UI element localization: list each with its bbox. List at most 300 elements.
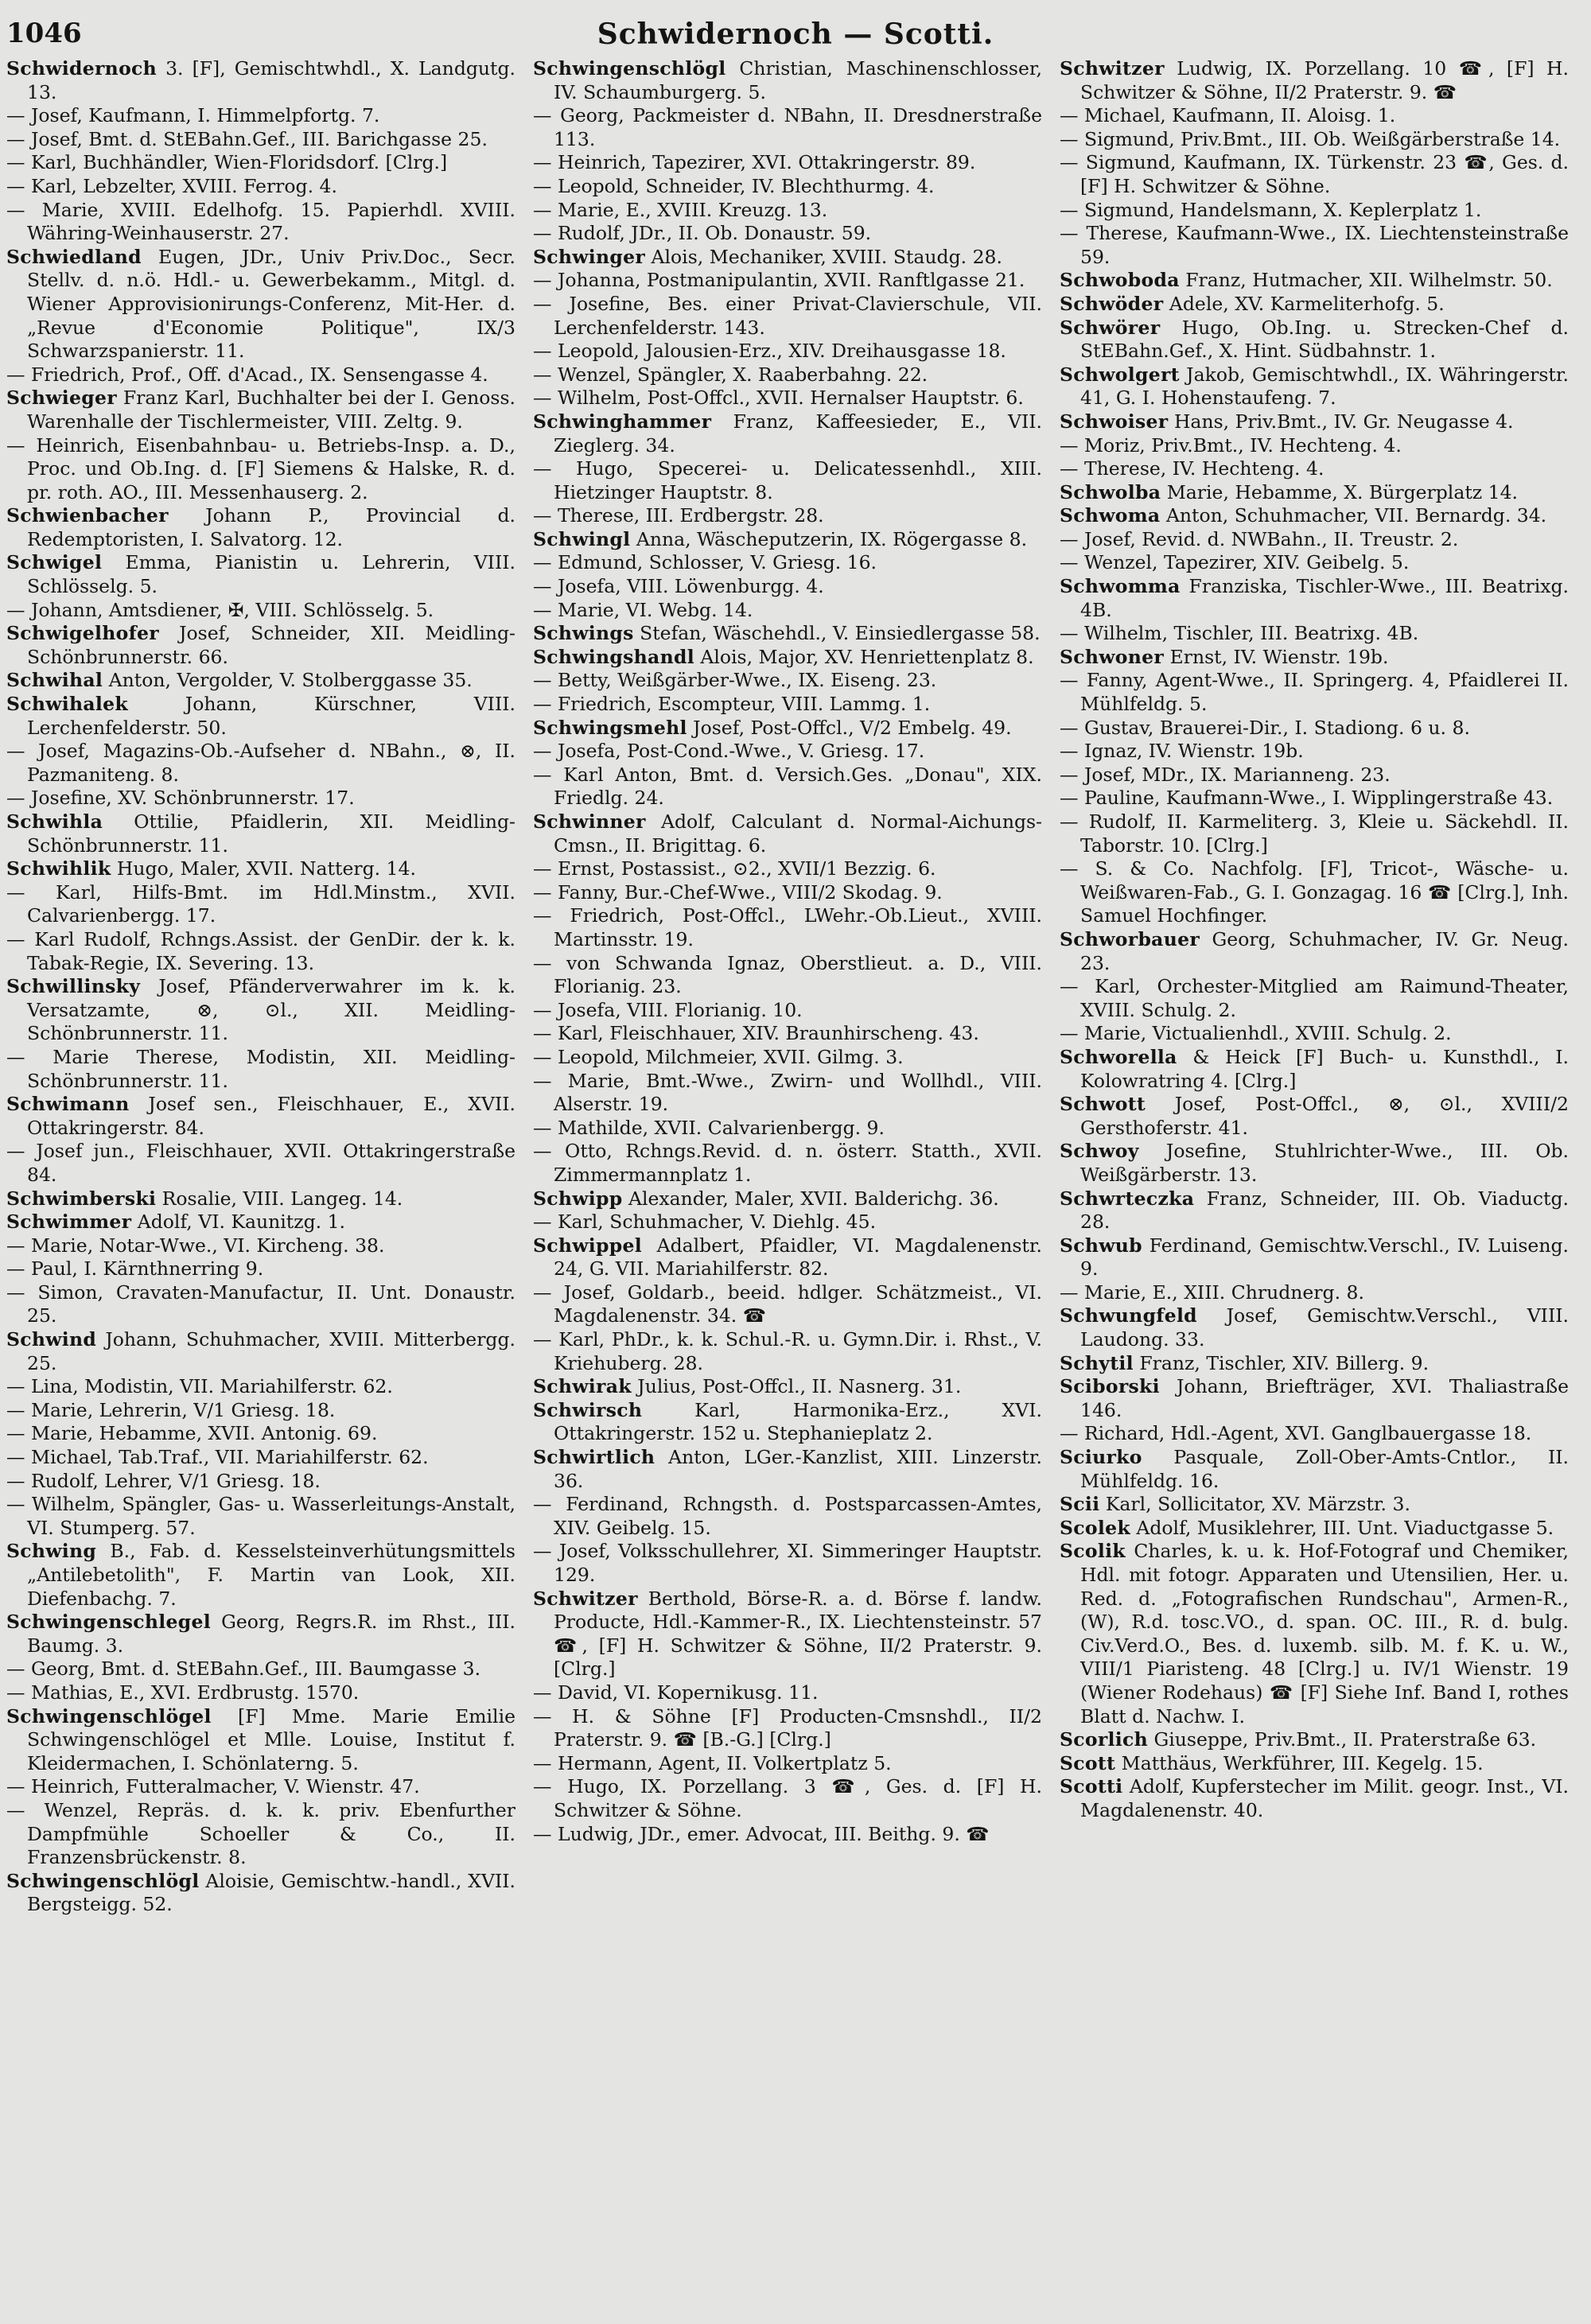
entry-text: — Therese, III. Erdbergstr. 28. bbox=[533, 504, 824, 527]
entry-text: Matthäus, Werkführer, III. Kegelg. 15. bbox=[1115, 1751, 1484, 1774]
directory-entry bbox=[1060, 975, 1569, 1022]
directory-entry bbox=[1060, 810, 1569, 857]
directory-entry bbox=[6, 1658, 515, 1681]
entry-text: Josef, Post-Offcl., ⊗, ⊙l., XVIII/2 Gersthoferstr. 41. bbox=[1080, 1093, 1569, 1139]
entry-text: Franz, Schneider, III. Ob. Viaductg. 28. bbox=[1080, 1187, 1569, 1234]
entry-surname: Schwiedland bbox=[6, 245, 142, 268]
directory-entry bbox=[533, 1070, 1042, 1117]
entry-text: — Wilhelm, Tischler, III. Beatrixg. 4B. bbox=[1060, 622, 1419, 645]
entry-text: — Sigmund, Handelsmann, X. Keplerplatz 1. bbox=[1060, 198, 1482, 221]
entry-text: Johann, Briefträger, XVI. Thaliastraße 146. bbox=[1080, 1375, 1569, 1421]
directory-entry bbox=[1060, 410, 1569, 434]
entry-text: — H. & Söhne [F] Producten-Cmsnshdl., II/2 Praterstr. 9. ☎ [B.-G.] [Clrg.] bbox=[533, 1704, 1042, 1751]
directory-entry bbox=[1060, 622, 1569, 646]
entry-surname: Scolek bbox=[1060, 1516, 1130, 1539]
entry-text: — Marie, Hebamme, XVII. Antonig. 69. bbox=[6, 1422, 378, 1445]
directory-entry bbox=[1060, 1022, 1569, 1046]
entry-text: — Josefa, VIII. Florianig. 10. bbox=[533, 998, 803, 1021]
directory-entry bbox=[1060, 740, 1569, 764]
directory-entry bbox=[6, 1540, 515, 1611]
directory-entry bbox=[1060, 1728, 1569, 1752]
directory-entry bbox=[533, 999, 1042, 1023]
entry-text: — Johann, Amtsdiener, ✠, VIII. Schlösselg. 5. bbox=[6, 598, 434, 621]
directory-entry bbox=[533, 293, 1042, 340]
entry-text: Ferdinand, Gemischtw.Verschl., IV. Luiseng. 9. bbox=[1080, 1234, 1569, 1281]
entry-text: — Heinrich, Eisenbahnbau- u. Betriebs-Insp. a. D., Proc. und Ob.Ing. d. [F] Siemens & Halske, R. d. pr. roth. AO., III. Messenhauserg. 2. bbox=[6, 433, 515, 503]
directory-entry bbox=[1060, 1540, 1569, 1728]
directory-entry bbox=[533, 1399, 1042, 1446]
directory-entry bbox=[1060, 1281, 1569, 1305]
entry-text: Franz, Kaffeesieder, E., VII. Zieglerg. 34. bbox=[554, 410, 1042, 457]
directory-entry bbox=[6, 1257, 515, 1281]
directory-entry bbox=[6, 551, 515, 598]
entry-text: — Mathilde, XVII. Calvarienbergg. 9. bbox=[533, 1116, 885, 1139]
directory-entry bbox=[533, 1493, 1042, 1540]
directory-entry bbox=[533, 1117, 1042, 1141]
entry-text: — Richard, Hdl.-Agent, XVI. Ganglbauergasse 18. bbox=[1060, 1422, 1532, 1445]
entry-surname: Schwolgert bbox=[1060, 363, 1180, 386]
entry-text: — Lina, Modistin, VII. Mariahilferstr. 62. bbox=[6, 1375, 393, 1398]
entry-text: — Wenzel, Tapezirer, XIV. Geibelg. 5. bbox=[1060, 551, 1410, 574]
directory-entry bbox=[1060, 1422, 1569, 1446]
directory-entry bbox=[1060, 481, 1569, 505]
entry-text: — Ludwig, JDr., emer. Advocat, III. Beithg. 9. ☎ bbox=[533, 1822, 990, 1845]
directory-entry bbox=[1060, 1304, 1569, 1351]
directory-entry bbox=[6, 363, 515, 387]
directory-entry bbox=[1060, 528, 1569, 552]
entry-text: & Heick [F] Buch- u. Kunsthdl., I. Kolowratring 4. [Clrg.] bbox=[1080, 1045, 1569, 1092]
directory-entry bbox=[1060, 717, 1569, 740]
page-header bbox=[0, 17, 1591, 59]
directory-entry bbox=[533, 1281, 1042, 1328]
directory-entry bbox=[6, 881, 515, 928]
entry-text: — Wilhelm, Post-Offcl., XVII. Hernalser Hauptstr. 6. bbox=[533, 387, 1024, 410]
entry-text: — Leopold, Milchmeier, XVII. Gilmg. 3. bbox=[533, 1045, 904, 1068]
entry-text: Karl, Harmonika-Erz., XVI. Ottakringerstr. 152 u. Stephanieplatz 2. bbox=[554, 1398, 1042, 1445]
directory-entry bbox=[6, 1375, 515, 1399]
entry-text: — Karl, PhDr., k. k. Schul.-R. u. Gymn.Dir. i. Rhst., V. Kriehuberg. 28. bbox=[533, 1328, 1042, 1374]
directory-entry bbox=[6, 1234, 515, 1258]
directory-entry bbox=[1060, 1775, 1569, 1822]
entry-surname: Schwub bbox=[1060, 1234, 1142, 1257]
entry-text: Marie, Hebamme, X. Bürgerplatz 14. bbox=[1161, 480, 1519, 503]
entry-text: — Josef, Magazins-Ob.-Aufseher d. NBahn., ⊗, II. Pazmaniteng. 8. bbox=[6, 740, 515, 786]
entry-text: — Michael, Kaufmann, II. Aloisg. 1. bbox=[1060, 104, 1396, 127]
entry-text: — Ferdinand, Rchngsth. d. Postsparcassen-Amtes, XIV. Geibelg. 15. bbox=[533, 1493, 1042, 1539]
entry-text: — Karl Rudolf, Rchngs.Assist. der GenDir. der k. k. Tabak-Regie, IX. Severing. 13. bbox=[6, 927, 515, 974]
entry-text: — Paul, I. Kärnthnerring 9. bbox=[6, 1257, 264, 1281]
directory-entry bbox=[6, 787, 515, 810]
directory-entry bbox=[533, 1588, 1042, 1681]
entry-text: — Ernst, Postassist., ⊙2., XVII/1 Bezzig. 6. bbox=[533, 857, 936, 880]
page-number: 1046 bbox=[6, 17, 82, 49]
entry-text: — Sigmund, Kaufmann, IX. Türkenstr. 23 ☎, Ges. d. [F] H. Schwitzer & Söhne. bbox=[1060, 151, 1569, 197]
entry-text: — Karl, Schuhmacher, V. Diehlg. 45. bbox=[533, 1211, 877, 1234]
entry-text: — Marie Therese, Modistin, XII. Meidling-Schönbrunnerstr. 11. bbox=[6, 1045, 515, 1092]
entry-text: Josef, Schneider, XII. Meidling-Schönbrunnerstr. 66. bbox=[27, 622, 515, 668]
directory-entry bbox=[6, 975, 515, 1046]
directory-entry bbox=[533, 717, 1042, 740]
entry-text: — Josefine, Bes. einer Privat-Clavierschule, VII. Lerchenfelderstr. 143. bbox=[533, 292, 1042, 339]
directory-entry bbox=[533, 1187, 1042, 1211]
column-1 bbox=[6, 57, 515, 1917]
entry-surname: Schwihal bbox=[6, 669, 103, 692]
entry-text: Adele, XV. Karmeliterhofg. 5. bbox=[1163, 292, 1445, 315]
entry-text: — Therese, IV. Hechteng. 4. bbox=[1060, 457, 1325, 480]
entry-surname: Scorlich bbox=[1060, 1728, 1148, 1751]
entry-text: Giuseppe, Priv.Bmt., II. Praterstraße 63. bbox=[1147, 1728, 1537, 1751]
entry-text: Christian, Maschinenschlosser, IV. Schaumburgerg. 5. bbox=[554, 57, 1042, 103]
entry-text: — Moriz, Priv.Bmt., IV. Hechteng. 4. bbox=[1060, 433, 1402, 457]
entry-surname: Schwitzer bbox=[533, 1587, 638, 1610]
directory-entry bbox=[6, 104, 515, 128]
entry-text: — Pauline, Kaufmann-Wwe., I. Wipplingerstraße 43. bbox=[1060, 787, 1554, 810]
directory-entry bbox=[533, 1705, 1042, 1752]
entry-text: Adalbert, Pfaidler, VI. Magdalenenstr. 24, G. VII. Mariahilferstr. 82. bbox=[554, 1234, 1042, 1281]
entry-surname: Schwoiser bbox=[1060, 410, 1169, 433]
entry-text: — Friedrich, Prof., Off. d'Acad., IX. Sensengasse 4. bbox=[6, 363, 488, 386]
directory-entry bbox=[533, 528, 1042, 552]
directory-entry bbox=[533, 669, 1042, 693]
entry-surname: Schwingl bbox=[533, 527, 631, 550]
entry-surname: Schwing bbox=[6, 1540, 97, 1563]
entry-text: Johann P., Provincial d. Redemptoristen, I. Salvatorg. 12. bbox=[27, 504, 515, 550]
entry-text: Josef, Post-Offcl., V/2 Embelg. 49. bbox=[687, 716, 1012, 739]
entry-text: Hugo, Ob.Ing. u. Strecken-Chef d. StEBahn.Gef., X. Hint. Südbahnstr. 1. bbox=[1080, 316, 1569, 363]
column-2 bbox=[533, 57, 1042, 1917]
entry-text: — Josefa, Post-Cond.-Wwe., V. Griesg. 17. bbox=[533, 740, 925, 763]
entry-text: Franz, Hutmacher, XII. Wilhelmstr. 50. bbox=[1179, 269, 1553, 292]
directory-entry bbox=[533, 199, 1042, 223]
entry-surname: Schwihlik bbox=[6, 857, 111, 880]
directory-entry bbox=[533, 1022, 1042, 1046]
entry-text: — Karl, Orchester-Mitglied am Raimund-Theater, XVIII. Schulg. 2. bbox=[1060, 975, 1569, 1021]
entry-text: Aloisie, Gemischtw.-handl., XVII. Bergsteigg. 52. bbox=[27, 1869, 515, 1916]
entry-text: — Josefine, XV. Schönbrunnerstr. 17. bbox=[6, 787, 355, 810]
entry-text: — Georg, Bmt. d. StEBahn.Gef., III. Baumgasse 3. bbox=[6, 1658, 481, 1681]
directory-entry bbox=[1060, 293, 1569, 317]
entry-text: — Karl Anton, Bmt. d. Versich.Ges. „Donau", XIX. Friedlg. 24. bbox=[533, 763, 1042, 810]
directory-entry bbox=[533, 457, 1042, 504]
entry-surname: Schwienbacher bbox=[6, 504, 169, 527]
entry-surname: Scotti bbox=[1060, 1775, 1123, 1798]
entry-text: — Marie, Bmt.-Wwe., Zwirn- und Wollhdl., VIII. Alserstr. 19. bbox=[533, 1069, 1042, 1116]
entry-text: — Wenzel, Repräs. d. k. k. priv. Ebenfurther Dampfmühle Schoeller & Co., II. Franzensbrückenstr. 8. bbox=[6, 1798, 515, 1869]
directory-entry bbox=[1060, 646, 1569, 670]
directory-entry bbox=[533, 1540, 1042, 1587]
entry-surname: Scolik bbox=[1060, 1540, 1126, 1563]
directory-entry bbox=[533, 1046, 1042, 1070]
entry-text: — Mathias, E., XVI. Erdbrustg. 1570. bbox=[6, 1681, 360, 1704]
entry-text: Franz, Tischler, XIV. Billerg. 9. bbox=[1133, 1351, 1430, 1374]
entry-text: — Wilhelm, Spängler, Gas- u. Wasserleitungs-Anstalt, VI. Stumperg. 57. bbox=[6, 1493, 515, 1539]
entry-surname: Schwirak bbox=[533, 1375, 632, 1398]
entry-text: — Heinrich, Tapezirer, XVI. Ottakringerstr. 89. bbox=[533, 151, 976, 174]
entry-surname: Schwinner bbox=[533, 810, 646, 833]
directory-entry bbox=[1060, 1140, 1569, 1187]
entry-surname: Schwolba bbox=[1060, 480, 1161, 503]
directory-entry bbox=[6, 1399, 515, 1423]
directory-entry bbox=[533, 504, 1042, 528]
entry-text: — Gustav, Brauerei-Dir., I. Stadiong. 6 u. 8. bbox=[1060, 716, 1470, 739]
directory-entry bbox=[6, 693, 515, 740]
directory-entry bbox=[533, 410, 1042, 457]
entry-text: Adolf, Kupferstecher im Milit. geogr. Inst., VI. Magdalenenstr. 40. bbox=[1080, 1775, 1569, 1821]
entry-surname: Schworella bbox=[1060, 1045, 1177, 1068]
directory-entry bbox=[533, 222, 1042, 246]
entry-text: Jakob, Gemischtwhdl., IX. Währingerstr. 41, G. I. Hohenstaufeng. 7. bbox=[1080, 363, 1569, 410]
entry-surname: Sciurko bbox=[1060, 1446, 1142, 1469]
directory-entry bbox=[533, 622, 1042, 646]
entry-surname: Schwipp bbox=[533, 1187, 623, 1210]
directory-entry bbox=[1060, 551, 1569, 575]
entry-text: Karl, Sollicitator, XV. Märzstr. 3. bbox=[1099, 1493, 1410, 1516]
directory-entry bbox=[6, 1611, 515, 1658]
directory-entry bbox=[6, 1470, 515, 1494]
entry-text: Hans, Priv.Bmt., IV. Gr. Neugasse 4. bbox=[1168, 410, 1514, 433]
directory-entry bbox=[6, 599, 515, 623]
entry-text: Alois, Mechaniker, XVIII. Staudg. 28. bbox=[645, 245, 1002, 268]
entry-surname: Schwind bbox=[6, 1328, 97, 1351]
entry-surname: Schwinghammer bbox=[533, 410, 712, 433]
directory-entry bbox=[533, 104, 1042, 151]
directory-entry bbox=[1060, 222, 1569, 269]
entry-text: — Marie, E., XVIII. Kreuzg. 13. bbox=[533, 198, 828, 221]
directory-entry bbox=[1060, 575, 1569, 622]
directory-entry bbox=[6, 740, 515, 787]
entry-surname: Schwingenschlögl bbox=[533, 57, 726, 80]
directory-entry bbox=[6, 1799, 515, 1870]
directory-entry bbox=[533, 904, 1042, 951]
entry-text: — Josef, Volksschullehrer, XI. Simmeringer Hauptstr. 129. bbox=[533, 1540, 1042, 1586]
directory-entry bbox=[1060, 57, 1569, 104]
entry-text: Josefine, Stuhlrichter-Wwe., III. Ob. Weißgärberstr. 13. bbox=[1080, 1140, 1569, 1186]
entry-surname: Schwillinsky bbox=[6, 975, 141, 998]
entry-text: — Sigmund, Priv.Bmt., III. Ob. Weißgärberstraße 14. bbox=[1060, 127, 1561, 150]
entry-surname: Schwingenschlegel bbox=[6, 1611, 211, 1634]
entry-text: — Marie, Lehrerin, V/1 Griesg. 18. bbox=[6, 1398, 336, 1421]
directory-entry bbox=[6, 128, 515, 152]
entry-surname: Schwimann bbox=[6, 1093, 130, 1116]
entry-text: Adolf, Musiklehrer, III. Unt. Viaductgasse 5. bbox=[1130, 1516, 1554, 1539]
directory-entry bbox=[533, 1140, 1042, 1187]
entry-text: — Rudolf, JDr., II. Ob. Donaustr. 59. bbox=[533, 222, 872, 245]
entry-text: — Leopold, Jalousien-Erz., XIV. Dreihausgasse 18. bbox=[533, 340, 1006, 363]
directory-entry bbox=[533, 1446, 1042, 1493]
directory-entry bbox=[6, 669, 515, 693]
directory-entry bbox=[6, 622, 515, 669]
directory-entry bbox=[533, 340, 1042, 363]
entry-text: Eugen, JDr., Univ Priv.Doc., Secr. Stellv. d. n.ö. Hdl.- u. Gewerbekamm., Mitgl. d. Wiener Approvisionirungs-Conferenz, Mit-Her. d. „Revue d'Economie Politique", IX/3 Schwarzspanierstr. 11. bbox=[27, 245, 515, 363]
directory-entry bbox=[533, 175, 1042, 199]
entry-text: Franz Karl, Buchhalter bei der I. Genoss. Warenhalle der Tischlermeister, VIII. Zeltg. 9. bbox=[27, 387, 515, 433]
entry-text: — Fanny, Agent-Wwe., II. Springerg. 4, Pfaidlerei II. Mühlfeldg. 5. bbox=[1060, 669, 1569, 716]
entry-text: Berthold, Börse-R. a. d. Börse f. landw. Producte, Hdl.-Kammer-R., IX. Liechtensteinstr. 57 ☎, [F] H. Schwitzer & Söhne, II/2 Praterstr. 9. [Clrg.] bbox=[554, 1587, 1042, 1681]
directory-entry bbox=[1060, 504, 1569, 528]
entry-text: — Karl, Buchhändler, Wien-Floridsdorf. [Clrg.] bbox=[6, 151, 448, 174]
directory-entry bbox=[1060, 363, 1569, 410]
entry-surname: Schwidernoch bbox=[6, 57, 158, 80]
directory-entry bbox=[533, 810, 1042, 857]
entry-text: — Otto, Rchngs.Revid. d. n. österr. Statth., XVII. Zimmermannplatz 1. bbox=[533, 1140, 1042, 1186]
entry-text: Anna, Wäscheputzerin, IX. Rögergasse 8. bbox=[630, 527, 1028, 550]
entry-surname: Schwirsch bbox=[533, 1398, 643, 1421]
directory-entry bbox=[6, 175, 515, 199]
entry-surname: Schwoner bbox=[1060, 645, 1165, 668]
directory-entry bbox=[6, 810, 515, 857]
entry-text: — Josef, Bmt. d. StEBahn.Gef., III. Barichgasse 25. bbox=[6, 127, 488, 150]
entry-surname: Schwingenschlögl bbox=[6, 1869, 200, 1892]
directory-entry bbox=[1060, 457, 1569, 481]
directory-entry bbox=[533, 363, 1042, 387]
entry-surname: Schwungfeld bbox=[1060, 1304, 1197, 1327]
entry-surname: Schwoboda bbox=[1060, 269, 1180, 292]
entry-text: — Josef, MDr., IX. Marianneng. 23. bbox=[1060, 763, 1391, 786]
entry-surname: Schytil bbox=[1060, 1351, 1134, 1374]
page-title: Schwidernoch — Scotti. bbox=[597, 17, 994, 51]
entry-text: Johann, Schuhmacher, XVIII. Mitterbergg. 25. bbox=[27, 1328, 515, 1374]
entry-text: — Karl, Lebzelter, XVIII. Ferrog. 4. bbox=[6, 174, 337, 197]
directory-entry bbox=[1060, 1517, 1569, 1541]
entry-text: Adolf, VI. Kaunitzg. 1. bbox=[131, 1211, 346, 1234]
directory-entry bbox=[6, 57, 515, 104]
directory-entry bbox=[533, 1752, 1042, 1776]
directory-entry bbox=[533, 952, 1042, 999]
directory-entry bbox=[6, 1093, 515, 1140]
directory-entry bbox=[533, 1328, 1042, 1375]
entry-text: Anton, Vergolder, V. Stolberggasse 35. bbox=[103, 669, 473, 692]
entry-text: Georg, Schuhmacher, IV. Gr. Neug. 23. bbox=[1080, 927, 1569, 974]
entry-surname: Sciborski bbox=[1060, 1375, 1160, 1398]
directory-entry bbox=[533, 646, 1042, 670]
entry-surname: Schworbauer bbox=[1060, 927, 1200, 950]
entry-text: — Therese, Kaufmann-Wwe., IX. Liechtensteinstraße 59. bbox=[1060, 222, 1569, 268]
directory-entry bbox=[1060, 1093, 1569, 1140]
directory-entry bbox=[1060, 199, 1569, 223]
directory-entry bbox=[6, 504, 515, 551]
entry-text: Anton, LGer.-Kanzlist, XIII. Linzerstr. 36. bbox=[554, 1446, 1042, 1492]
entry-text: — Marie, E., XIII. Chrudnerg. 8. bbox=[1060, 1281, 1364, 1304]
entry-surname: Schwihalek bbox=[6, 693, 128, 716]
entry-surname: Scii bbox=[1060, 1493, 1100, 1516]
directory-entry bbox=[1060, 104, 1569, 128]
entry-text: Franziska, Tischler-Wwe., III. Beatrixg. 4B. bbox=[1080, 575, 1569, 621]
directory-entry bbox=[533, 1775, 1042, 1822]
entry-text: — Simon, Cravaten-Manufactur, II. Unt. Donaustr. 25. bbox=[6, 1281, 515, 1327]
entry-text: Emma, Pianistin u. Lehrerin, VIII. Schlösselg. 5. bbox=[27, 551, 515, 598]
entry-surname: Schwings bbox=[533, 622, 634, 645]
entry-text: — Fanny, Bur.-Chef-Wwe., VIII/2 Skodag. 9. bbox=[533, 880, 943, 904]
directory-entry bbox=[6, 1187, 515, 1211]
entry-text: — Josef, Revid. d. NWBahn., II. Treustr. 2. bbox=[1060, 527, 1459, 550]
entry-surname: Schwigelhofer bbox=[6, 622, 159, 645]
directory-entry bbox=[533, 246, 1042, 270]
entry-text: Georg, Regrs.R. im Rhst., III. Baumg. 3. bbox=[27, 1611, 515, 1657]
directory-entry bbox=[533, 575, 1042, 599]
entry-text: — Leopold, Schneider, IV. Blechthurmg. 4. bbox=[533, 174, 935, 197]
directory-entry bbox=[533, 1234, 1042, 1281]
directory-entry bbox=[1060, 1446, 1569, 1493]
entry-text: — Hermann, Agent, II. Volkertplatz 5. bbox=[533, 1751, 892, 1774]
directory-entry bbox=[1060, 928, 1569, 975]
directory-entry bbox=[1060, 1187, 1569, 1234]
entry-text: Ernst, IV. Wienstr. 19b. bbox=[1164, 645, 1389, 668]
entry-text: Ludwig, IX. Porzellang. 10 ☎, [F] H. Schwitzer & Söhne, II/2 Praterstr. 9. ☎ bbox=[1080, 57, 1569, 103]
entry-text: — Marie, Notar-Wwe., VI. Kircheng. 38. bbox=[6, 1234, 385, 1257]
entry-surname: Schwinger bbox=[533, 245, 646, 268]
entry-surname: Schwomma bbox=[1060, 575, 1181, 598]
entry-text: — Georg, Packmeister d. NBahn, II. Dresdnerstraße 113. bbox=[533, 104, 1042, 150]
entry-surname: Schwimmer bbox=[6, 1211, 132, 1234]
directory-entry bbox=[6, 1705, 515, 1776]
directory-entry bbox=[6, 857, 515, 881]
directory-entry bbox=[6, 1140, 515, 1187]
entry-text: — Heinrich, Futteralmacher, V. Wienstr. 47. bbox=[6, 1775, 420, 1798]
directory-entry bbox=[6, 1281, 515, 1328]
directory-entry bbox=[1060, 1352, 1569, 1376]
column-3 bbox=[1060, 57, 1569, 1917]
directory-entry bbox=[533, 1211, 1042, 1234]
entry-text: — Karl, Hilfs-Bmt. im Hdl.Minstm., XVII. Calvarienbergg. 17. bbox=[6, 880, 515, 927]
entry-text: [F] Mme. Marie Emilie Schwingenschlögel et Mlle. Louise, Institut f. Kleidermachen, I. Schönlaterng. 5. bbox=[27, 1704, 515, 1774]
directory-entry bbox=[1060, 269, 1569, 293]
entry-surname: Schwöder bbox=[1060, 292, 1164, 315]
entry-text: — Rudolf, II. Karmeliterg. 3, Kleie u. Säckehdl. II. Taborstr. 10. [Clrg.] bbox=[1060, 810, 1569, 857]
directory-entry bbox=[6, 1422, 515, 1446]
directory-entry bbox=[533, 269, 1042, 293]
entry-text: Charles, k. u. k. Hof-Fotograf und Chemiker, Hdl. mit fotogr. Apparaten und Utensilien, Her. u. Red. d. „Fotografischen Rundschau", Armen-R., (W), R.d. tosc.VO., d. span. OC. III., R. d. bulg. Civ.Verd.O., Bes. d. luxemb. silb. M. f. K. u. W., VIII/1 Piaristeng. 48 [Clrg.] u. IV/1 Wienstr. 19 (Wiener Rodehaus) ☎ [F] Siehe Inf. Band I, rothes Blatt d. Nachw. I. bbox=[1080, 1540, 1569, 1727]
directory-entry bbox=[533, 599, 1042, 623]
entry-text: — David, VI. Kopernikusg. 11. bbox=[533, 1681, 819, 1704]
directory-entry bbox=[533, 764, 1042, 810]
entry-text: — Josef jun., Fleischhauer, XVII. Ottakringerstraße 84. bbox=[6, 1140, 515, 1186]
entry-text: — Josefa, VIII. Löwenburgg. 4. bbox=[533, 575, 824, 598]
entry-text: — Rudolf, Lehrer, V/1 Griesg. 18. bbox=[6, 1469, 321, 1492]
entry-text: — Friedrich, Post-Offcl., LWehr.-Ob.Lieut., XVIII. Martinsstr. 19. bbox=[533, 904, 1042, 950]
entry-surname: Schwihla bbox=[6, 810, 103, 833]
entry-surname: Schwitzer bbox=[1060, 57, 1165, 80]
directory-entry bbox=[1060, 764, 1569, 787]
entry-text: — Marie, XVIII. Edelhofg. 15. Papierhdl. XVIII. Währing-Weinhauserstr. 27. bbox=[6, 198, 515, 245]
directory-entry bbox=[6, 1446, 515, 1470]
entry-surname: Schwieger bbox=[6, 387, 117, 410]
directory-entry bbox=[533, 1681, 1042, 1705]
directory-entry bbox=[533, 693, 1042, 717]
entry-text: — Hugo, Specerei- u. Delicatessenhdl., XIII. Hietzinger Hauptstr. 8. bbox=[533, 457, 1042, 503]
directory-entry bbox=[533, 151, 1042, 175]
entry-text: Josef, Pfänderverwahrer im k. k. Versatzamte, ⊗, ⊙l., XII. Meidling-Schönbrunnerstr. 11. bbox=[27, 975, 515, 1045]
entry-text: — von Schwanda Ignaz, Oberstlieut. a. D., VIII. Florianig. 23. bbox=[533, 951, 1042, 998]
entry-text: — Johanna, Postmanipulantin, XVII. Ranftlgasse 21. bbox=[533, 269, 1025, 292]
entry-text: Johann, Kürschner, VIII. Lerchenfelderstr. 50. bbox=[27, 693, 515, 739]
directory-entry bbox=[1060, 151, 1569, 198]
directory-entry bbox=[533, 857, 1042, 881]
entry-surname: Schwingsmehl bbox=[533, 716, 687, 739]
directory-entry bbox=[533, 387, 1042, 410]
entry-text: — Josef, Kaufmann, I. Himmelpfortg. 7. bbox=[6, 104, 380, 127]
entry-text: — Marie, VI. Webg. 14. bbox=[533, 598, 753, 621]
directory-entry bbox=[1060, 787, 1569, 810]
entry-text: — Hugo, IX. Porzellang. 3 ☎, Ges. d. [F] H. Schwitzer & Söhne. bbox=[533, 1775, 1042, 1821]
entry-text: B., Fab. d. Kesselsteinverhütungsmittels „Antilebetolith", F. Martin van Look, XII. Diefenbachg. 7. bbox=[27, 1540, 515, 1610]
entry-surname: Schwott bbox=[1060, 1093, 1146, 1116]
directory-entry bbox=[6, 928, 515, 975]
entry-text: — Betty, Weißgärber-Wwe., IX. Eiseng. 23. bbox=[533, 669, 937, 692]
entry-surname: Schwingshandl bbox=[533, 645, 694, 668]
entry-surname: Schwimberski bbox=[6, 1187, 157, 1210]
directory-entry bbox=[6, 1775, 515, 1799]
entry-surname: Schwoy bbox=[1060, 1140, 1139, 1163]
